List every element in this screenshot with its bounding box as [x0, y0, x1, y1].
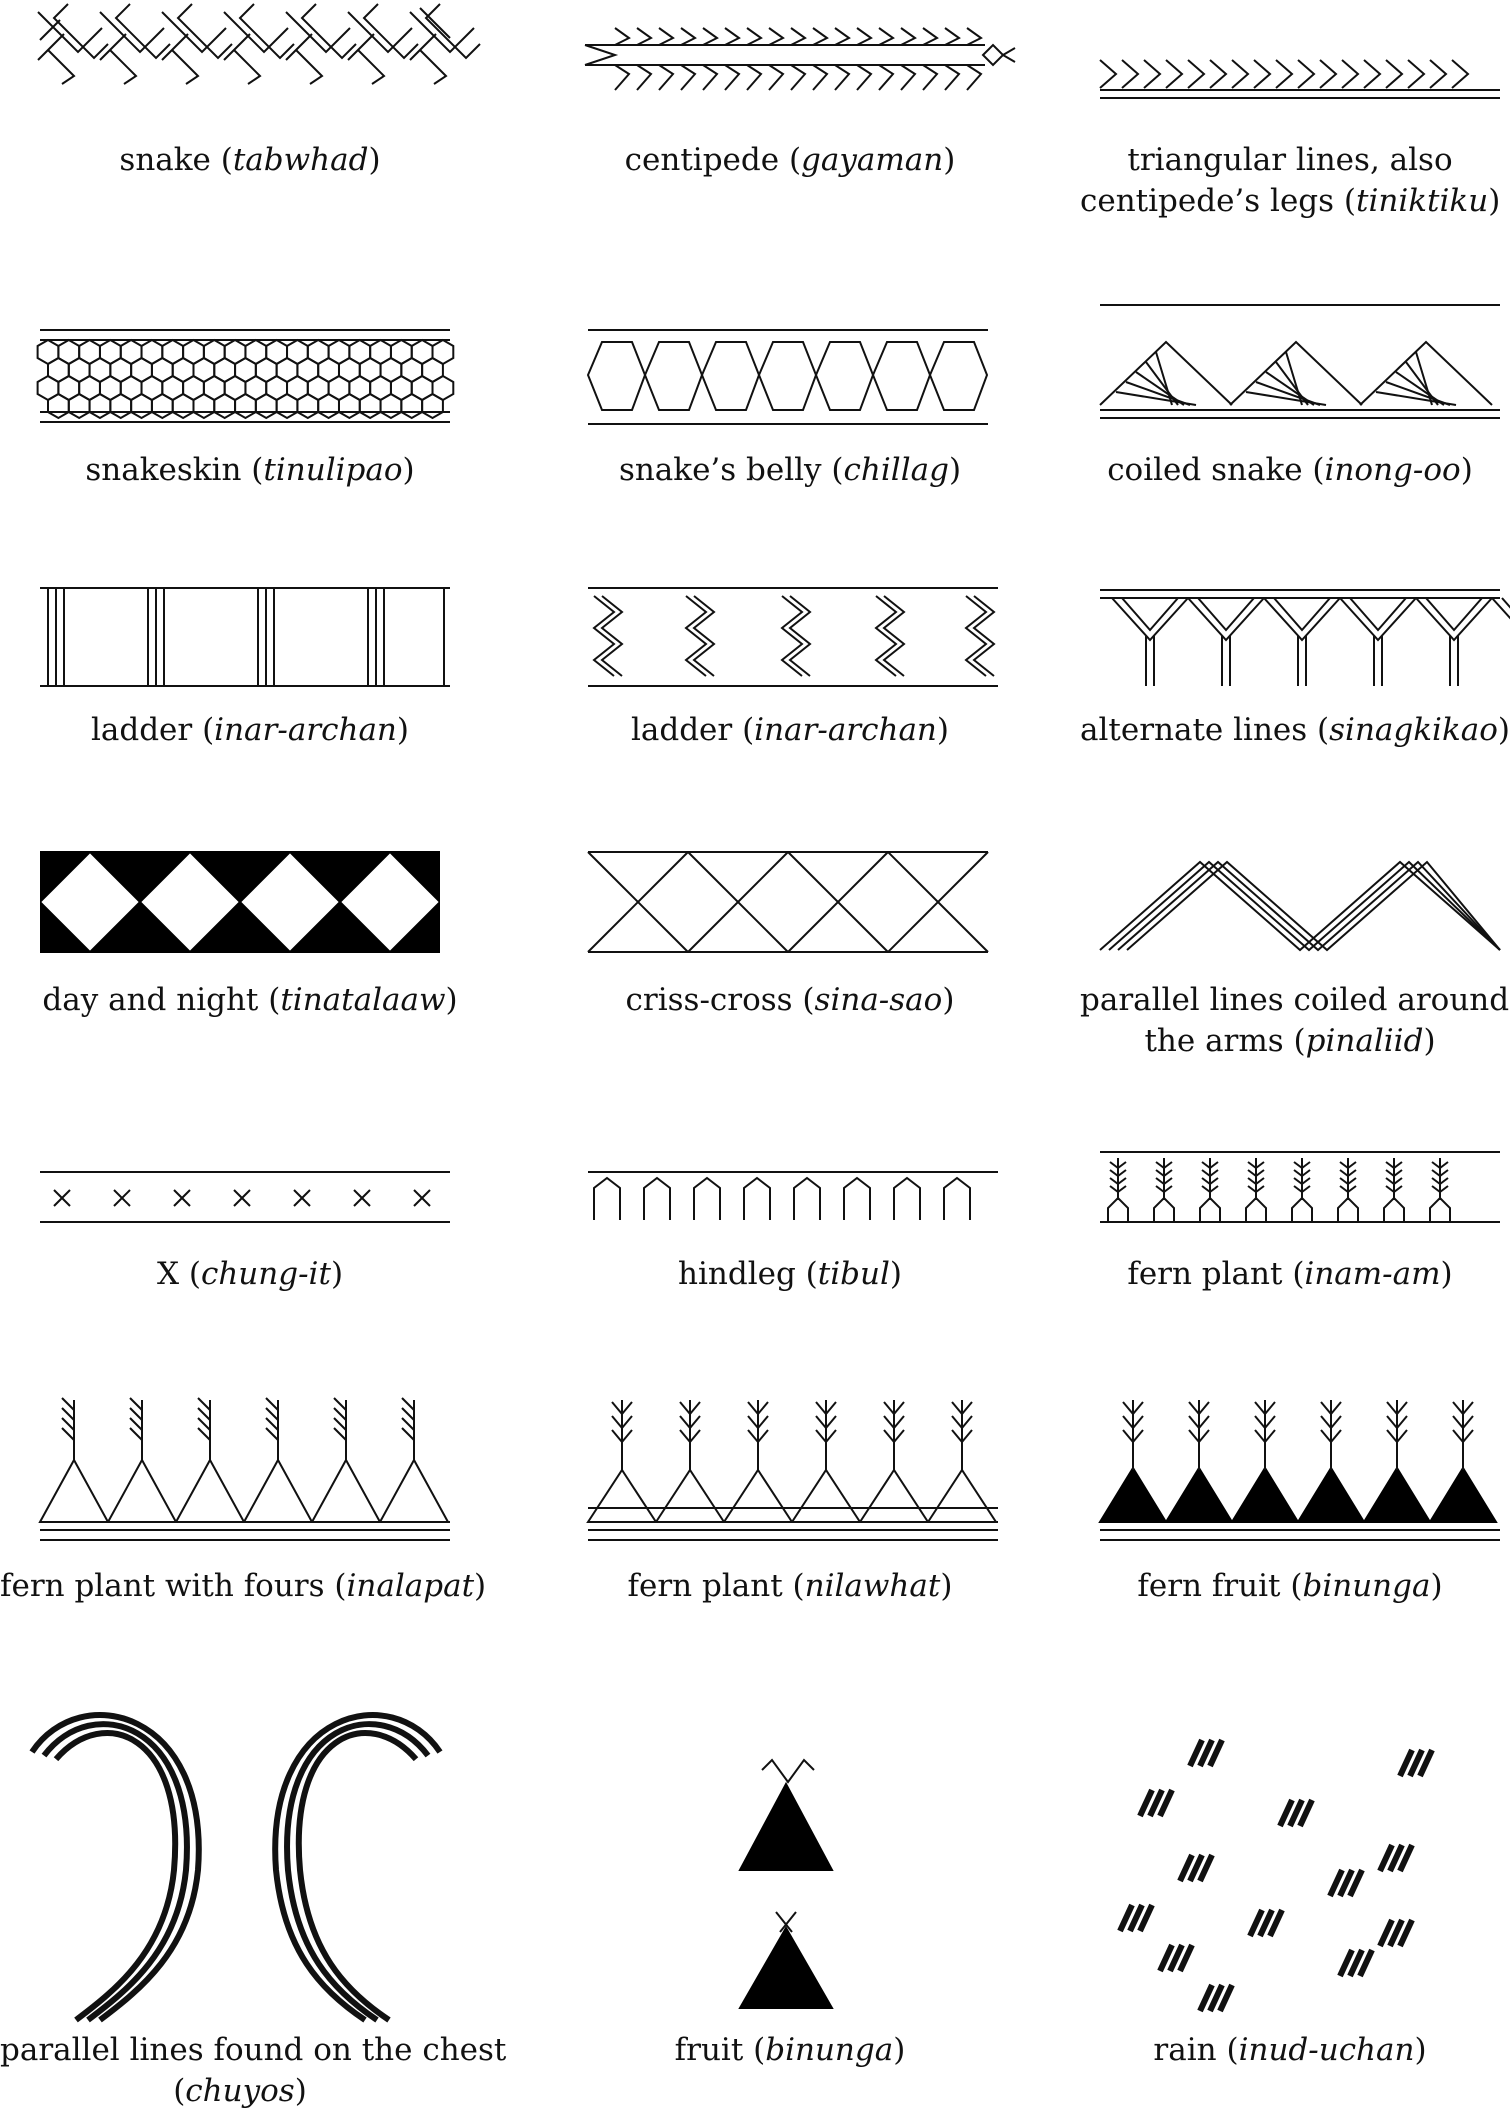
triangular-lines-pattern: [1100, 0, 1500, 110]
caption-x: X (chung-it): [156, 1256, 344, 1292]
hindleg-pattern: [588, 1170, 998, 1230]
caption-fern-plant-inam-am: fern plant (inam-am): [1127, 1256, 1453, 1292]
caption-ladder-2: ladder (inar-archan): [630, 712, 950, 748]
snake-pattern: [40, 0, 460, 85]
caption-fern-plant-fours: fern plant with fours (inalapat): [0, 1568, 487, 1604]
motif-criss-cross: [560, 840, 1020, 1040]
caption-fern-fruit: fern fruit (binunga): [1137, 1568, 1443, 1604]
motif-parallel-lines-chest: [0, 1690, 507, 2115]
parallel-lines-chest-pattern: [20, 1690, 460, 2030]
caption-parallel-lines-arms: parallel lines coiled around the arms (pinaliid): [1080, 982, 1510, 1059]
caption-fruit: fruit (binunga): [674, 2032, 906, 2068]
ladder-pattern-1: [40, 588, 450, 688]
motif-ladder-1: [20, 580, 480, 770]
caption-criss-cross: criss-cross (sina-sao): [625, 982, 955, 1018]
motif-ladder-2: [560, 580, 1020, 770]
fern-plant-fours-pattern: [40, 1390, 450, 1550]
motif-fern-plant-fours: [0, 1380, 487, 1620]
motif-centipede: [560, 0, 1020, 200]
caption-fern-plant-nilawhat: fern plant (nilawhat): [627, 1568, 953, 1604]
snakes-belly-pattern: [588, 330, 998, 430]
fern-plant-nilawhat-pattern: [588, 1390, 998, 1550]
motif-fern-plant-inam-am: [1080, 1150, 1500, 1310]
caption-hindleg: hindleg (tibul): [678, 1256, 902, 1292]
motif-snake: [20, 0, 480, 200]
ladder-pattern-2: [588, 588, 998, 688]
motif-snakes-belly: [560, 290, 1020, 500]
centipede-pattern: [585, 0, 1015, 110]
caption-day-and-night: day and night (tinatalaaw): [42, 982, 458, 1018]
caption-snakeskin: snakeskin (tinulipao): [85, 452, 415, 488]
motif-fern-plant-nilawhat: [560, 1380, 1020, 1620]
x-pattern: [40, 1170, 450, 1230]
alternate-lines-pattern: [1100, 588, 1500, 688]
motif-fruit: [560, 1690, 1020, 2115]
caption-snake: snake (tabwhad): [119, 142, 381, 178]
caption-coiled-snake: coiled snake (inong-oo): [1107, 452, 1473, 488]
rain-pattern: [1080, 1690, 1500, 2020]
caption-parallel-lines-chest: parallel lines found on the chest (chuyos): [0, 2032, 507, 2109]
day-and-night-pattern: [40, 852, 450, 962]
motif-hindleg: [560, 1150, 1020, 1310]
motif-coiled-snake: [1080, 290, 1500, 500]
motif-parallel-lines-arms: [1080, 840, 1510, 1070]
motif-x: [20, 1150, 480, 1310]
caption-ladder-1: ladder (inar-archan): [90, 712, 410, 748]
motif-day-and-night: [20, 840, 480, 1040]
motif-alternate-lines: [1080, 580, 1510, 770]
fern-plant-small-pattern: [1100, 1150, 1500, 1230]
caption-snakes-belly: snake’s belly (chillag): [618, 452, 962, 488]
fruit-pattern: [560, 1690, 1020, 2020]
parallel-lines-arms-pattern: [1100, 852, 1500, 962]
fern-fruit-pattern: [1100, 1390, 1500, 1550]
caption-centipede: centipede (gayaman): [624, 142, 956, 178]
motif-triangular-lines: [1080, 0, 1500, 230]
snakeskin-pattern: [40, 330, 450, 430]
coiled-snake-pattern: [1100, 300, 1500, 430]
caption-alternate-lines: alternate lines (sinagkikao): [1080, 712, 1510, 748]
motif-fern-fruit: [1080, 1380, 1500, 1620]
motif-snakeskin: [20, 290, 480, 500]
motif-rain: [1080, 1690, 1500, 2115]
caption-rain: rain (inud-uchan): [1153, 2032, 1427, 2068]
caption-triangular-lines: triangular lines, also centipede’s legs (tiniktiku): [1080, 142, 1501, 219]
criss-cross-pattern: [588, 852, 998, 962]
